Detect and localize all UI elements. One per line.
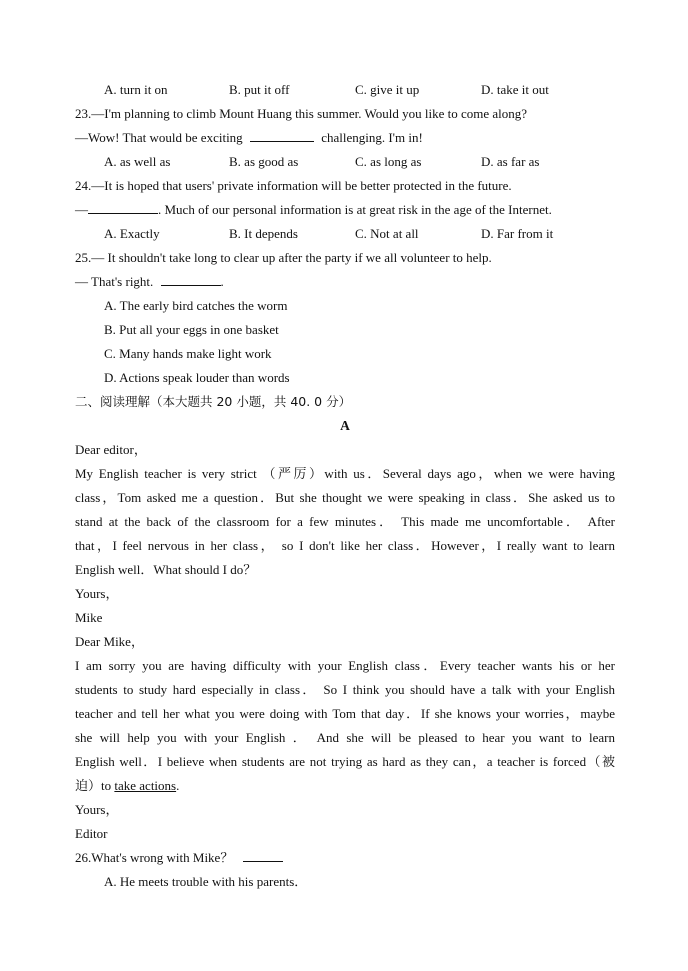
q23-options (104, 151, 644, 173)
q25-option-d: D. Actions speak louder than words (104, 370, 290, 385)
letter2-signature: Editor (75, 826, 108, 841)
q24-option-b: B. It depends (229, 226, 298, 241)
q23-option-c: C. as long as (355, 154, 422, 169)
q23-option-a: A. as well as (104, 154, 171, 169)
q26-blank (243, 847, 283, 862)
letter1-line-2: class，Tom asked me a question．But she thought we were speaking in class．She asked us to (75, 490, 615, 505)
q26-prompt (75, 847, 615, 869)
letter2-line-6-before: 迫）to (75, 778, 115, 793)
letter1-line-1: My English teacher is very strict （严厉）with us．Several days ago，when we were having (75, 466, 615, 481)
q22-options (104, 79, 644, 101)
q24-response-before: — (75, 202, 88, 217)
q22-option-b: B. put it off (229, 82, 290, 97)
letter1-salutation: Dear editor， (75, 442, 147, 457)
letter2-line-3: teacher and tell her what you were doing with Tom that day．If she knows your worries，maybe (75, 706, 615, 721)
letter1-line-3: stand at the back of the classroom for a few minutes． This made me uncomfortable． After (75, 514, 615, 529)
q24-prompt: 24.—It is hoped that users' private information will be better protected in the future. (75, 178, 512, 193)
q24-response-after: . Much of our personal information is at great risk in the age of the Internet. (158, 202, 552, 217)
letter1-line-5: English well．What should I do？ (75, 562, 257, 577)
q25-option-c: C. Many hands make light work (104, 346, 272, 361)
take-actions-underlined: take actions (114, 778, 177, 793)
q25-blank (161, 271, 221, 286)
q22-option-a: A. turn it on (104, 82, 168, 97)
letter2-closing: Yours， (75, 802, 119, 817)
letter2-line-4: she will help you with your English ． And she will be pleased to hear you want to learn (75, 730, 615, 745)
letter2-line-2: students to study hard especially in class． So I think you should have a talk with your English (75, 682, 615, 697)
q25-response-after: . (220, 274, 224, 289)
q24-response (75, 199, 615, 221)
q23-response-after: challenging. I'm in! (321, 130, 423, 145)
q26-option-a: A. He meets trouble with his parents． (104, 874, 308, 889)
letter2-line-1: I am sorry you are having difficulty with your English class．Every teacher wants his or her (75, 658, 615, 673)
q25-response-before: — That's right. (75, 274, 154, 289)
section-heading: 二、阅读理解（本大题共 20 小题，共 40. 0 分） (75, 394, 352, 409)
q25-prompt: 25.— It shouldn't take long to clear up after the party if we all volunteer to help. (75, 250, 492, 265)
q23-response-before: —Wow! That would be exciting (75, 130, 243, 145)
letter2-line-6-after: . (176, 778, 180, 793)
q24-blank (88, 199, 158, 214)
letter1-line-4: that，I feel nervous in her class， so I don't like her class．However，I really want to learn (75, 538, 616, 553)
letter2-line-6 (75, 775, 615, 797)
q22-option-c: C. give it up (355, 82, 420, 97)
q24-option-a: A. Exactly (104, 226, 160, 241)
q24-options (104, 223, 644, 245)
q25-option-a: A. The early bird catches the worm (104, 298, 288, 313)
q23-prompt: 23.—I'm planning to climb Mount Huang this summer. Would you like to come along? (75, 106, 528, 121)
q25-option-b: B. Put all your eggs in one basket (104, 322, 279, 337)
passage-label: A (340, 418, 350, 433)
q23-response (75, 127, 615, 149)
letter2-line-5: English well．I believe when students are not trying as hard as they can，a teacher is forced（被 (75, 754, 615, 769)
q23-option-d: D. as far as (481, 154, 540, 169)
q24-option-d: D. Far from it (481, 226, 554, 241)
q23-blank (250, 127, 314, 142)
q25-response (75, 271, 615, 293)
letter2-salutation: Dear Mike， (75, 634, 144, 649)
q26-question: 26.What's wrong with Mike？ (75, 850, 234, 865)
q23-option-b: B. as good as (229, 154, 299, 169)
letter1-signature: Mike (75, 610, 103, 625)
letter1-closing: Yours， (75, 586, 119, 601)
q22-option-d: D. take it out (481, 82, 549, 97)
q24-option-c: C. Not at all (355, 226, 419, 241)
